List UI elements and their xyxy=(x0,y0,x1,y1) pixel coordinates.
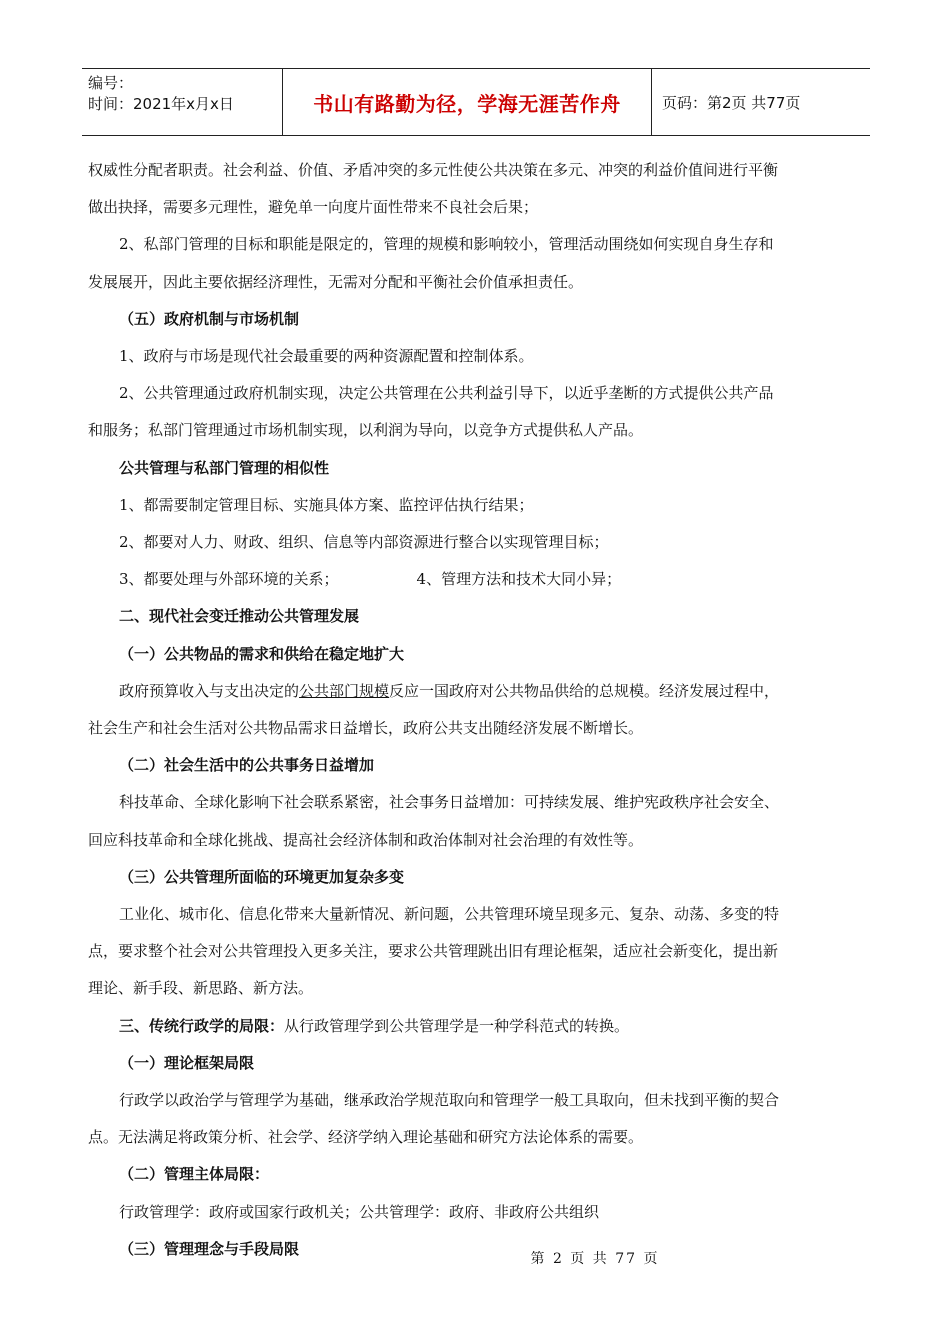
paragraph-line xyxy=(88,561,864,598)
section-heading: （二）社会生活中的公共事务日益增加 xyxy=(119,756,375,775)
paragraph-line: 1、政府与市场是现代社会最重要的两种资源配置和控制体系。 xyxy=(119,347,534,366)
section-heading: 公共管理与私部门管理的相似性 xyxy=(119,458,330,477)
similarity-item-4: 4、管理方法和技术大同小异； xyxy=(416,570,622,589)
motto: 书山有路勤为径，学海无涯苦作舟 xyxy=(282,69,652,135)
paragraph-line: 2、私部门管理的目标和职能是限定的，管理的规模和影响较小，管理活动围绕如何实现自身生存和 xyxy=(119,235,774,254)
section-heading: （一）公共物品的需求和供给在稳定地扩大 xyxy=(119,644,405,663)
document-body xyxy=(88,152,864,1268)
paragraph-line: 和服务；私部门管理通过市场机制实现，以利润为导向，以竞争方式提供私人产品。 xyxy=(88,421,644,440)
paragraph-line: 做出抉择，需要多元理性，避免单一向度片面性带来不良社会后果； xyxy=(88,198,539,217)
section-heading: （一）理论框架局限 xyxy=(119,1053,255,1072)
paragraph-line: 科技革命、全球化影响下社会联系紧密，社会事务日益增加：可持续发展、维护宪政秩序社会安全、 xyxy=(119,793,780,812)
page-footer: 第 2 页 共 77 页 xyxy=(530,1251,660,1267)
paragraph-line: 点。无法满足将政策分析、社会学、经济学纳入理论基础和研究方法论体系的需要。 xyxy=(88,1128,644,1147)
section-heading: （三）管理理念与手段局限 xyxy=(119,1239,300,1258)
chapter-heading: 二、现代社会变迁推动公共管理发展 xyxy=(119,607,360,626)
time-label: 时间：2021年x月x日 xyxy=(88,95,234,113)
chapter-heading: 三、传统行政学的局限：从行政管理学到公共管理学是一种学科范式的转换。 xyxy=(119,1016,630,1035)
paragraph-line: 行政管理学：政府或国家行政机关；公共管理学：政府、非政府公共组织 xyxy=(119,1202,600,1221)
paragraph-line: 理论、新手段、新思路、新方法。 xyxy=(88,979,314,998)
page-info: 页码：第2页 共77页 xyxy=(662,93,801,112)
paragraph-line: 权威性分配者职责。社会利益、价值、矛盾冲突的多元性使公共决策在多元、冲突的利益价值间进行平衡 xyxy=(88,161,779,179)
header-meta xyxy=(82,69,282,135)
section-heading: （二）管理主体局限： xyxy=(119,1165,270,1184)
section-heading: （三）公共管理所面临的环境更加复杂多变 xyxy=(119,867,405,886)
paragraph-line: 2、公共管理通过政府机制实现，决定公共管理在公共利益引导下，以近乎垄断的方式提供公共产品 xyxy=(119,384,774,403)
paragraph-line: 工业化、城市化、信息化带来大量新情况、新问题，公共管理环境呈现多元、复杂、动荡、多变的特 xyxy=(119,905,780,924)
paragraph-line: 发展展开，因此主要依据经济理性，无需对分配和平衡社会价值承担责任。 xyxy=(88,272,584,291)
paragraph-line: 回应科技革命和全球化挑战、提高社会经济体制和政治体制对社会治理的有效性等。 xyxy=(88,830,644,849)
paragraph-line: 行政学以政治学与管理学为基础，继承政治学规范取向和管理学一般工具取向，但未找到平衡的契合 xyxy=(119,1091,780,1110)
paragraph-line: 政府预算收入与支出决定的公共部门规模反应一国政府对公共物品供给的总规模。经济发展过程中， xyxy=(119,681,780,700)
paragraph-line: 社会生产和社会生活对公共物品需求日益增长，政府公共支出随经济发展不断增长。 xyxy=(88,719,644,738)
similarity-item-3: 3、都要处理与外部环境的关系； xyxy=(119,570,339,589)
section-heading: （五）政府机制与市场机制 xyxy=(119,309,300,328)
paragraph-line: 点，要求整个社会对公共管理投入更多关注，要求公共管理跳出旧有理论框架，适应社会新变化，提出新 xyxy=(88,942,779,961)
number-label: 编号： xyxy=(88,74,134,92)
page-header xyxy=(82,68,870,136)
underlined-term: 公共部门规模 xyxy=(299,681,390,700)
paragraph-line: 2、都要对人力、财政、组织、信息等内部资源进行整合以实现管理目标； xyxy=(119,533,609,552)
paragraph-line: 1、都需要制定管理目标、实施具体方案、监控评估执行结果； xyxy=(119,495,534,514)
